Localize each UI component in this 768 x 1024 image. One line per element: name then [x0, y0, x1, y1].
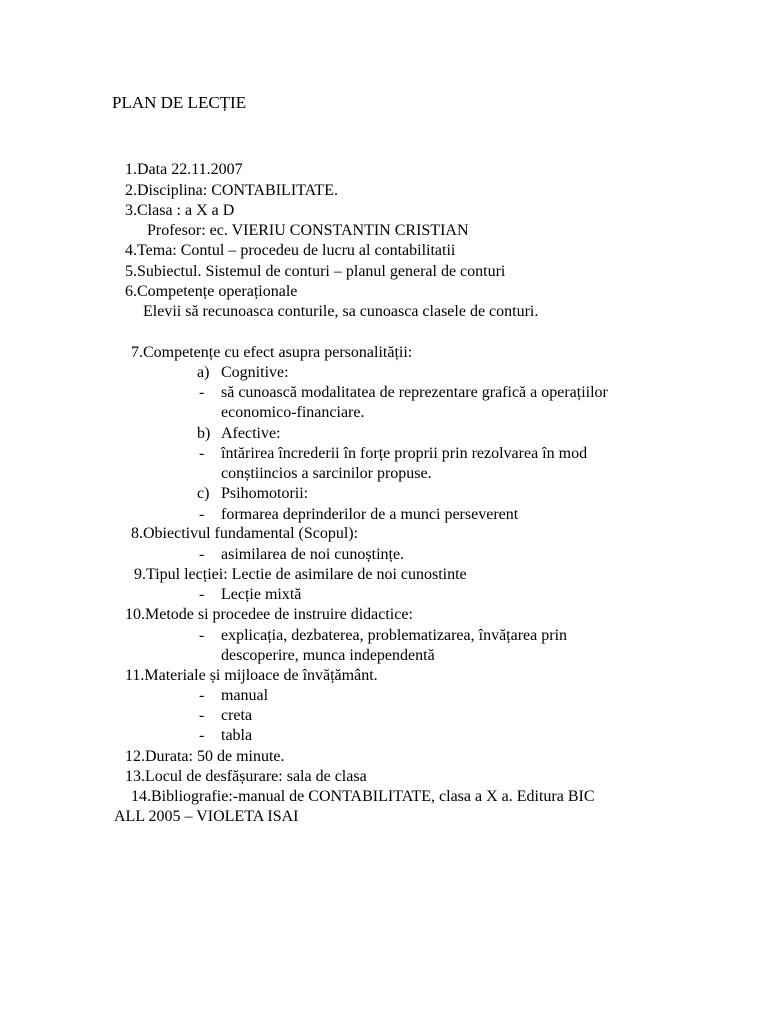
list-marker: -: [199, 727, 205, 744]
subitem-text: întărirea încrederii în forțe proprii prin rezolvarea în mod: [221, 445, 588, 462]
subitem-text: asimilarea de noi cunoștințe.: [221, 546, 405, 563]
subitem-text: formarea deprinderilor de a munci perseverent: [221, 506, 519, 523]
list-marker: a): [197, 364, 210, 381]
list-marker: -: [199, 687, 205, 704]
subitem-afective: Afective:: [221, 425, 281, 442]
item-competente-personalitate: 7.Competențe cu efect asupra personalității:: [131, 344, 413, 361]
item-data: 1.Data 22.11.2007: [125, 161, 243, 178]
list-marker: -: [199, 546, 205, 563]
item-bibliografie: 14.Bibliografie:-manual de CONTABILITATE, clasa a X a. Editura BIC: [131, 788, 595, 805]
item-competente-operationale: 6.Competențe operaționale: [125, 283, 298, 300]
list-marker: -: [199, 586, 205, 603]
list-marker: b): [197, 425, 211, 442]
item-bibliografie-cont: ALL 2005 – VIOLETA ISAI: [114, 808, 299, 825]
item-tipul-lectiei: 9.Tipul lecției: Lectie de asimilare de noi cunostinte: [134, 566, 467, 583]
list-marker: -: [199, 384, 205, 401]
subitem-text: manual: [221, 687, 269, 704]
item-clasa: 3.Clasa : a X a D: [125, 202, 235, 219]
item-profesor: Profesor: ec. VIERIU CONSTANTIN CRISTIAN: [147, 222, 469, 239]
item-subiectul: 5.Subiectul. Sistemul de conturi – planul general de conturi: [125, 263, 506, 280]
item-locul: 13.Locul de desfășurare: sala de clasa: [125, 768, 367, 785]
list-marker: -: [199, 506, 205, 523]
item-metode: 10.Metode si procedee de instruire didactice:: [125, 606, 413, 623]
subitem-text: să cunoască modalitatea de reprezentare grafică a operațiilor: [221, 384, 608, 401]
list-marker: -: [199, 445, 205, 462]
page-title: PLAN DE LECȚIE: [112, 93, 247, 112]
subitem-text: economico-financiare.: [221, 404, 365, 421]
subitem-text: creta: [221, 707, 253, 724]
subitem-text: explicația, dezbaterea, problematizarea, învățarea prin: [221, 627, 568, 644]
subitem-text: tabla: [221, 727, 253, 744]
item-tema: 4.Tema: Contul – procedeu de lucru al contabilitatii: [125, 242, 456, 259]
item-competente-text: Elevii să recunoasca conturile, sa cunoasca clasele de conturi.: [143, 303, 539, 320]
subitem-psihomotorii: Psihomotorii:: [221, 485, 309, 502]
list-marker: -: [199, 627, 205, 644]
subitem-text: Lecție mixtă: [221, 586, 302, 603]
subitem-cognitive: Cognitive:: [221, 364, 289, 381]
list-marker: c): [197, 485, 210, 502]
subitem-text: descoperire, munca independentă: [221, 647, 435, 664]
list-marker: -: [199, 707, 205, 724]
item-materiale: 11.Materiale și mijloace de învățământ.: [125, 667, 378, 684]
item-disciplina: 2.Disciplina: CONTABILITATE.: [125, 182, 338, 199]
subitem-text: conștiincios a sarcinilor propuse.: [221, 465, 432, 482]
item-obiectiv: 8.Obiectivul fundamental (Scopul):: [131, 525, 359, 542]
item-durata: 12.Durata: 50 de minute.: [125, 748, 285, 765]
